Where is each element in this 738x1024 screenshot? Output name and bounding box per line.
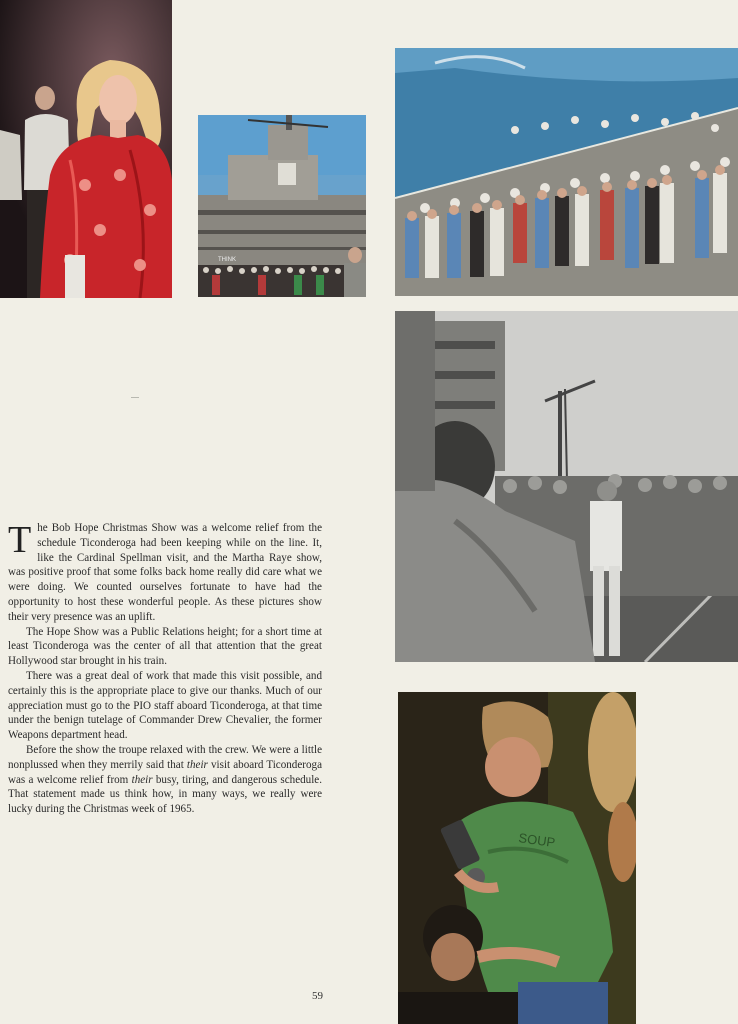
carrier-sign-text: THINK (218, 257, 236, 263)
shirt-text: SOUP (517, 830, 557, 851)
photo-carrier-island (198, 115, 366, 297)
article-paragraph-4-emphasis-2: their (131, 773, 153, 786)
article-paragraph-4-part-c: visit aboard Ticonderoga was a welcome relief from (8, 758, 322, 786)
photo-flight-deck-crowd (395, 48, 738, 296)
article-paragraph-4-part-e: busy, tiring, and dangerous schedule. That statement made us think how, in many ways, we really were lucky during the Christmas week of 1965. (8, 773, 322, 816)
photo-cameraman-green-shirt (398, 692, 636, 1024)
article-paragraph-1 (8, 521, 322, 625)
stray-mark (131, 397, 139, 398)
article-text (8, 521, 322, 817)
article-paragraph-1-text: he Bob Hope Christmas Show was a welcome relief from the schedule Ticonderoga had been keeping while on the line. It, like the Cardinal Spellman visit, and the Martha Raye show, was positive proof that some folks back home really did care what we were doing. We counted ourselves fortunate to have had the opportunity to host these wonderful people. As these pictures show their very presence was an uplift. (8, 522, 322, 623)
article-paragraph-4 (8, 743, 322, 817)
photo-bw-deck-crowd (395, 311, 738, 662)
photo-performer-red-dress (0, 0, 172, 298)
article-paragraph-4-part-a: Before the show the troupe relaxed with the crew. We were a little nonplussed when they merrily said that (8, 743, 322, 771)
article-paragraph-3: There was a great deal of work that made this visit possible, and certainly this is the appropriate place to give our thanks. Much of our appreciation must go to the PIO staff aboard Ticonderoga, at that time under the benign tutelage of Commander Drew Chevalier, the former Weapons department head. (8, 669, 322, 742)
drop-cap: T (8, 519, 32, 561)
article-paragraph-2: The Hope Show was a Public Relations height; for a short time at least Ticonderoga was the center of all that attention that the great Hollywood star brought in his train. (8, 625, 322, 668)
page-number: 59 (312, 990, 323, 1002)
article-paragraph-4-emphasis-1: their (186, 758, 208, 771)
